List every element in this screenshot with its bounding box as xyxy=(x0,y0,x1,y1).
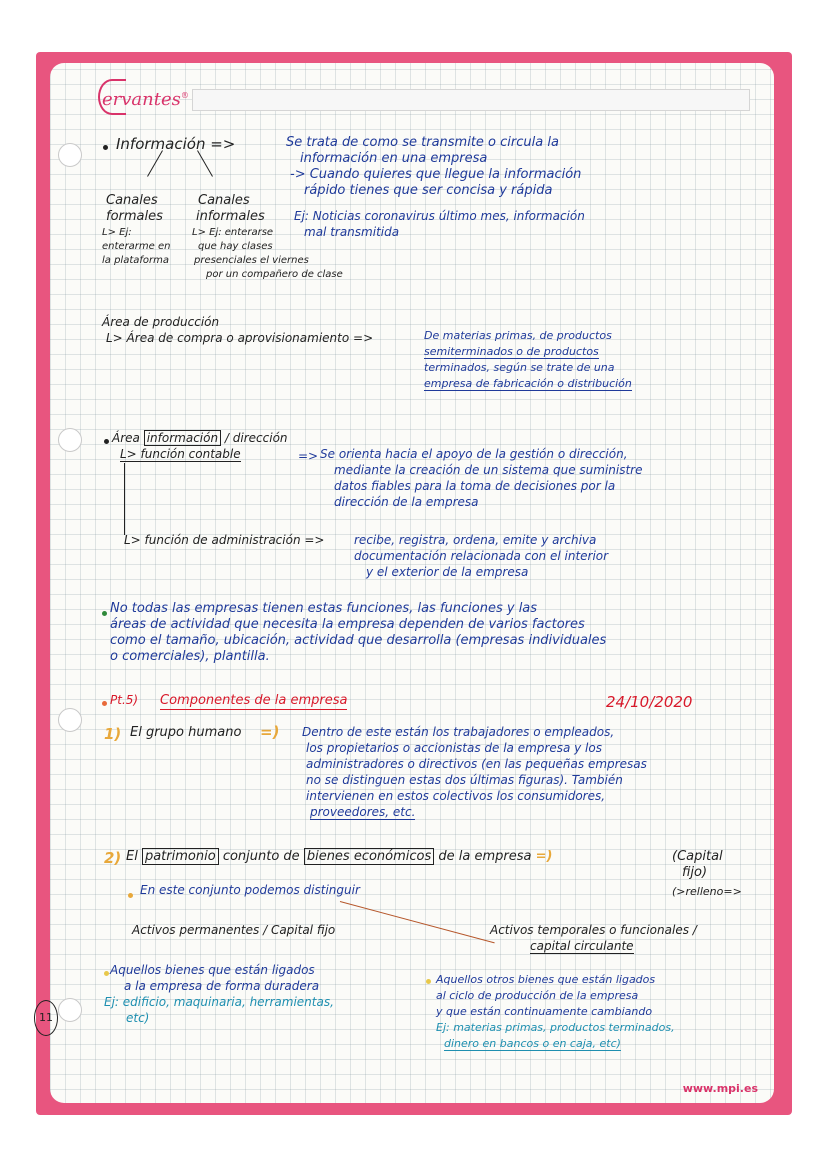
binder-hole xyxy=(58,428,82,452)
temporales-example: Ej: materias primas, productos terminados, xyxy=(436,1021,675,1034)
informacion-desc: rápido tienes que ser concisa y rápida xyxy=(304,183,553,198)
funcion-contable-label: L> función contable xyxy=(120,447,241,461)
formal-example: L> Ej: xyxy=(102,227,132,238)
produccion-desc: semiterminados o de productos xyxy=(424,345,599,358)
contable-desc: Se orienta hacia el apoyo de la gestión o dirección, xyxy=(320,447,628,461)
nota-text: o comerciales), plantilla. xyxy=(110,649,270,664)
bullet-icon xyxy=(426,979,431,984)
contable-desc: mediante la creación de un sistema que suministre xyxy=(334,463,643,477)
produccion-title: Área de producción xyxy=(102,315,220,329)
page-number: 11 xyxy=(34,1000,58,1036)
admin-desc: documentación relacionada con el interior xyxy=(354,549,609,563)
produccion-sub: L> Área de compra o aprovisionamiento => xyxy=(106,331,374,345)
tree-line xyxy=(124,463,125,535)
activos-temporales-label: Activos temporales o funcionales / xyxy=(490,923,697,937)
bullet-icon xyxy=(103,145,108,150)
permanentes-example: etc) xyxy=(126,1011,150,1025)
bullet-icon xyxy=(102,611,107,616)
admin-desc: y el exterior de la empresa xyxy=(366,565,529,579)
capital-circulante-label: capital circulante xyxy=(530,939,634,953)
bullet-icon xyxy=(104,439,109,444)
permanentes-desc: Aquellos bienes que están ligados xyxy=(110,963,315,977)
grupo-arrow: =) xyxy=(260,723,280,741)
grupo-desc: no se distinguen estas dos últimas figuras). También xyxy=(306,773,623,787)
canales-informales-label: Canales xyxy=(198,193,250,208)
bullet-icon xyxy=(102,701,107,706)
temporales-desc: Aquellos otros bienes que están ligados xyxy=(436,973,656,986)
canales-formales-label: formales xyxy=(106,209,163,224)
branch-line xyxy=(197,150,213,176)
grupo-desc: administradores o directivos (en las pequeñas empresas xyxy=(306,757,647,771)
capital-label: (Capital xyxy=(672,849,723,864)
grupo-title: El grupo humano xyxy=(130,725,242,740)
grupo-desc: intervienen en estos colectivos los consumidores, xyxy=(306,789,606,803)
patrimonio-heading: El patrimonio conjunto de bienes económicos de la empresa =) xyxy=(126,849,553,864)
informal-example: presenciales el viernes xyxy=(194,255,309,266)
direccion-arrow: => xyxy=(298,449,319,463)
permanentes-example: Ej: edificio, maquinaria, herramientas, xyxy=(104,995,334,1009)
bullet-icon xyxy=(104,971,109,976)
grid-paper xyxy=(50,63,774,1103)
activos-permanentes-label: Activos permanentes / Capital fijo xyxy=(132,923,336,937)
funcion-admin-label: L> función de administración => xyxy=(124,533,325,547)
formal-example: enterarme en xyxy=(102,241,171,252)
patrimonio-number: 2) xyxy=(104,849,122,867)
canales-informales-label: informales xyxy=(196,209,265,224)
bullet-icon xyxy=(128,893,133,898)
contable-desc: datos fiables para la toma de decisiones por la xyxy=(334,479,616,493)
informal-example: por un compañero de clase xyxy=(206,269,343,280)
permanentes-desc: a la empresa de forma duradera xyxy=(124,979,320,993)
informacion-desc: Se trata de como se transmite o circula la xyxy=(286,135,559,150)
pt-label: Pt.5) xyxy=(110,693,139,707)
direccion-title: Área información / dirección xyxy=(112,431,288,445)
brand-name: ervantes® xyxy=(102,89,189,110)
noticias-example: mal transmitida xyxy=(304,225,400,239)
binder-hole xyxy=(58,708,82,732)
noticias-example: Ej: Noticias coronavirus último mes, información xyxy=(294,209,585,223)
temporales-example: dinero en bancos o en caja, etc) xyxy=(444,1037,621,1050)
temporales-desc: al ciclo de producción de la empresa xyxy=(436,989,639,1002)
contable-desc: dirección de la empresa xyxy=(334,495,479,509)
admin-desc: recibe, registra, ordena, emite y archiva xyxy=(354,533,597,547)
website-url: www.mpi.es xyxy=(682,1082,758,1095)
produccion-desc: De materias primas, de productos xyxy=(424,329,612,342)
informacion-desc: información en una empresa xyxy=(300,151,488,166)
temporales-desc: y que están continuamente cambiando xyxy=(436,1005,653,1018)
branch-line xyxy=(147,150,163,176)
binder-hole xyxy=(58,143,82,167)
informal-example: que hay clases xyxy=(198,241,273,252)
produccion-desc: empresa de fabricación o distribución xyxy=(424,377,632,390)
nota-text: No todas las empresas tienen estas funciones, las funciones y las xyxy=(110,601,538,616)
informacion-title: Información => xyxy=(116,135,236,153)
grupo-number: 1) xyxy=(104,725,122,743)
conjunto-text: En este conjunto podemos distinguir xyxy=(140,883,360,897)
nota-text: áreas de actividad que necesita la empresa dependen de varios factores xyxy=(110,617,585,632)
connector-line xyxy=(340,901,495,943)
grupo-desc: los propietarios o accionistas de la empresa y los xyxy=(306,741,602,755)
header-box xyxy=(192,89,750,111)
grupo-desc: proveedores, etc. xyxy=(310,805,416,819)
fijo-label: fijo) xyxy=(682,865,708,880)
formal-example: la plataforma xyxy=(102,255,170,266)
date: 24/10/2020 xyxy=(606,693,693,711)
produccion-desc: terminados, según se trate de una xyxy=(424,361,615,374)
informacion-desc: -> Cuando quieres que llegue la información xyxy=(290,167,582,182)
canales-formales-label: Canales xyxy=(106,193,158,208)
nota-text: como el tamaño, ubicación, actividad que desarrolla (empresas individuales xyxy=(110,633,607,648)
binder-hole xyxy=(58,998,82,1022)
componentes-title: Componentes de la empresa xyxy=(160,693,348,708)
relleno-label: (>relleno=> xyxy=(672,885,742,898)
informal-example: L> Ej: enterarse xyxy=(192,227,274,238)
grupo-desc: Dentro de este están los trabajadores o empleados, xyxy=(302,725,615,739)
